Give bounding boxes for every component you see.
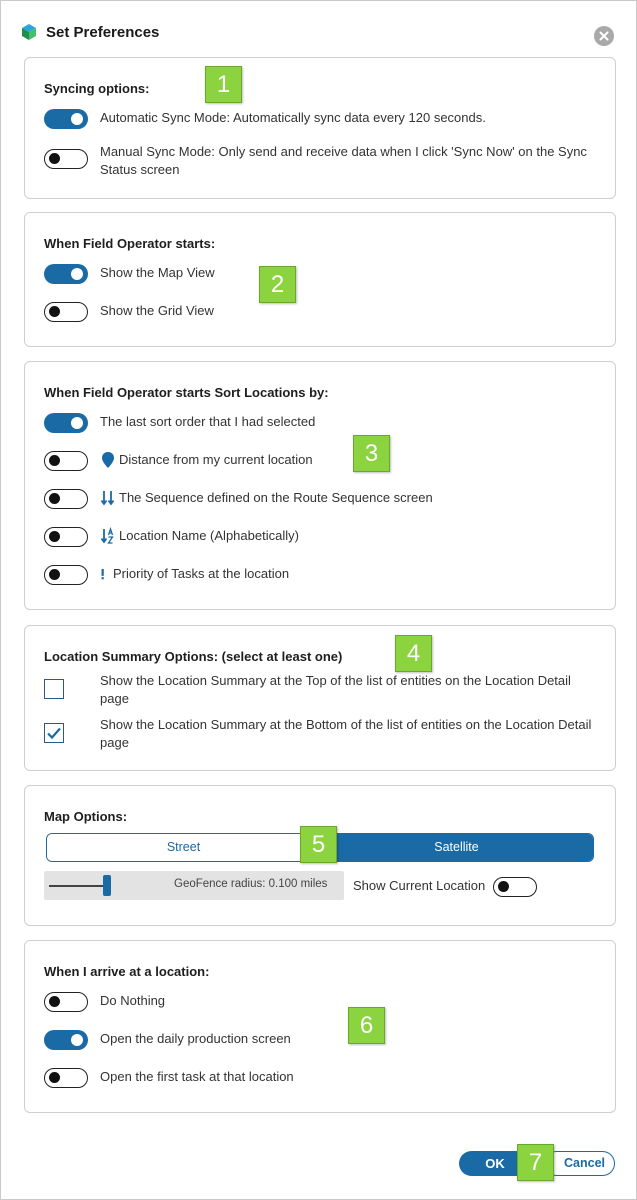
sort-sequence-toggle[interactable] (44, 489, 88, 509)
satellite-option[interactable]: Satellite (320, 834, 593, 861)
sort-priority-row (44, 565, 289, 585)
summary-top-checkbox[interactable] (44, 679, 64, 699)
arrive-daily-toggle[interactable] (44, 1030, 88, 1050)
arrive-daily-label: Open the daily production screen (100, 1031, 291, 1046)
sort-distance-toggle[interactable] (44, 451, 88, 471)
callout-badge-3: 3 (353, 435, 390, 472)
sort-distance-row (44, 451, 313, 471)
arrive-daily-row (44, 1030, 291, 1050)
map-heading: Map Options: (44, 809, 128, 824)
checkmark-icon (46, 725, 62, 741)
cancel-button[interactable]: Cancel (544, 1151, 615, 1176)
callout-badge-5: 5 (300, 826, 337, 863)
sort-sequence-label: The Sequence defined on the Route Sequence screen (119, 490, 433, 505)
arrive-panel (24, 940, 616, 1113)
grid-view-row (44, 302, 214, 322)
sort-name-row (44, 527, 299, 547)
sort-name-toggle[interactable] (44, 527, 88, 547)
callout-badge-4: 4 (395, 635, 432, 672)
summary-top-label: Show the Location Summary at the Top of the list of entities on the Location Detail page (100, 673, 571, 706)
summary-bottom-label: Show the Location Summary at the Bottom of the list of entities on the Location Detail page (100, 717, 592, 750)
arrive-nothing-label: Do Nothing (100, 993, 166, 1008)
callout-badge-1: 1 (205, 66, 242, 103)
sort-sequence-row (44, 489, 433, 509)
geofence-slider[interactable] (44, 871, 344, 900)
close-icon[interactable] (594, 26, 614, 46)
syncing-options-panel (24, 57, 616, 199)
show-location-row (353, 877, 537, 897)
arrive-nothing-row (44, 992, 165, 1012)
syncing-heading: Syncing options: (44, 81, 150, 96)
sort-name-label: Location Name (Alphabetically) (119, 528, 299, 543)
summary-bottom-checkbox[interactable] (44, 723, 64, 743)
manual-sync-label: Manual Sync Mode: Only send and receive data when I click 'Sync Now' on the Sync Status screen (100, 144, 587, 177)
callout-badge-7: 7 (517, 1144, 554, 1181)
sort-alpha-icon (100, 527, 116, 545)
summary-top-row (44, 672, 596, 708)
arrive-nothing-toggle[interactable] (44, 992, 88, 1012)
manual-sync-row (44, 143, 600, 179)
sort-last-label: The last sort order that I had selected (100, 414, 316, 429)
map-view-row (44, 264, 215, 284)
map-view-label: Show the Map View (100, 265, 215, 280)
callout-badge-2: 2 (259, 266, 296, 303)
map-pin-icon (100, 451, 116, 469)
cube-icon (20, 23, 38, 41)
sort-last-toggle[interactable] (44, 413, 88, 433)
geofence-slider-track (49, 885, 107, 887)
map-view-toggle[interactable] (44, 264, 88, 284)
startup-heading: When Field Operator starts: (44, 236, 216, 251)
automatic-sync-label: Automatic Sync Mode: Automatically sync data every 120 seconds. (100, 110, 486, 125)
sort-priority-label: Priority of Tasks at the location (113, 566, 290, 581)
grid-view-label: Show the Grid View (100, 303, 214, 318)
summary-bottom-row (44, 716, 596, 752)
sort-panel (24, 361, 616, 610)
street-option[interactable]: Street (47, 834, 320, 861)
sort-sequence-icon (100, 489, 116, 507)
sort-last-row (44, 413, 315, 433)
automatic-sync-row (44, 109, 600, 129)
sort-distance-label: Distance from my current location (119, 452, 313, 467)
manual-sync-toggle[interactable] (44, 149, 88, 169)
exclamation-icon (100, 565, 110, 583)
callout-badge-6: 6 (348, 1007, 385, 1044)
ok-button[interactable]: OK (459, 1151, 541, 1176)
startup-panel (24, 212, 616, 347)
geofence-slider-thumb[interactable] (103, 875, 111, 896)
sort-priority-toggle[interactable] (44, 565, 88, 585)
arrive-first-task-label: Open the first task at that location (100, 1069, 294, 1084)
automatic-sync-toggle[interactable] (44, 109, 88, 129)
dialog-title: Set Preferences (46, 24, 160, 41)
sort-heading: When Field Operator starts Sort Locations by: (44, 385, 329, 400)
geofence-label: GeoFence radius: 0.100 miles (174, 878, 328, 890)
arrive-first-task-toggle[interactable] (44, 1068, 88, 1088)
show-location-label: Show Current Location (353, 878, 486, 893)
arrive-heading: When I arrive at a location: (44, 964, 210, 979)
summary-heading: Location Summary Options: (select at least one) (44, 649, 343, 664)
arrive-first-task-row (44, 1068, 294, 1088)
show-location-toggle[interactable] (493, 877, 537, 897)
grid-view-toggle[interactable] (44, 302, 88, 322)
title-bar (1, 1, 637, 57)
location-summary-panel (24, 625, 616, 771)
